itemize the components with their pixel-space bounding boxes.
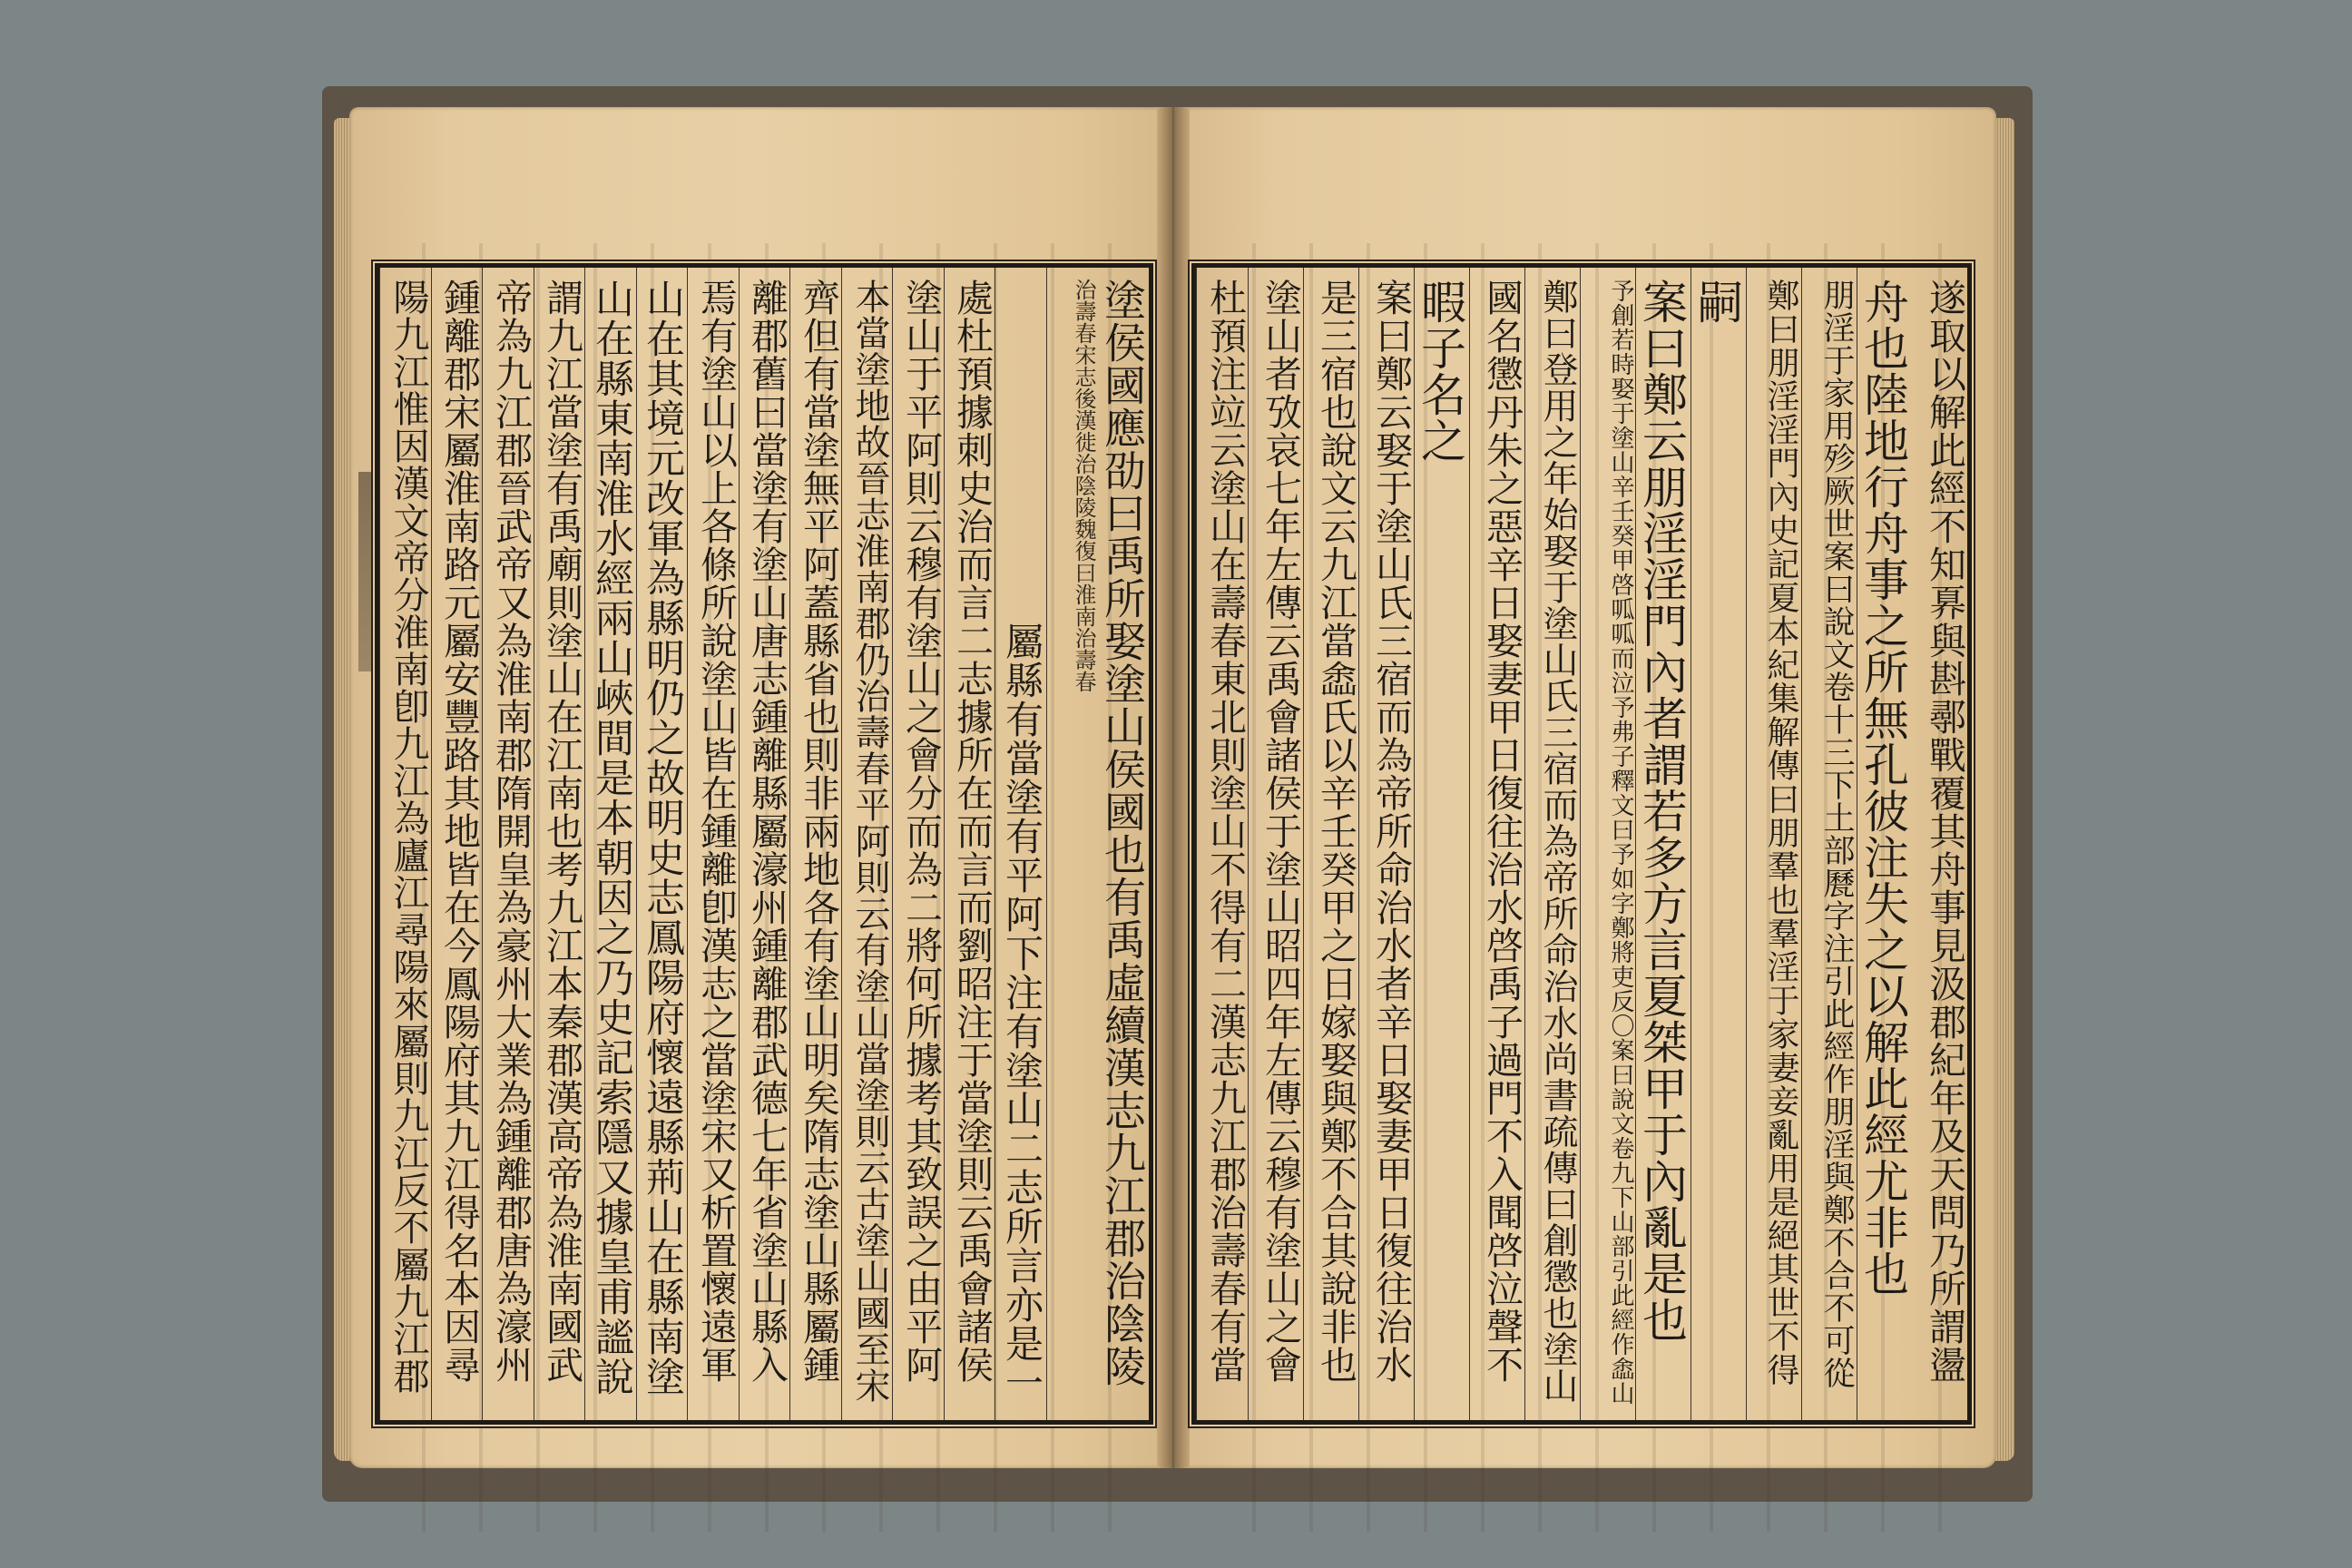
page-fold-label — [358, 472, 373, 671]
text-column — [1303, 268, 1358, 1420]
text-column — [1801, 268, 1857, 1420]
column-text: 鄭曰登用之年始娶于塗山氏三宿而為帝所命治水尚書疏傳曰創懲也塗山 — [1537, 279, 1578, 1404]
text-column — [1690, 268, 1746, 1420]
column-text: 是三宿也說文云九江當嵞氏以辛壬癸甲之日嫁娶與鄭不合其說非也 — [1314, 279, 1357, 1384]
column-text: 遂取以解此經不知奡與斟鄩戰覆其舟事見汲郡紀年及天問乃所謂盪 — [1923, 279, 1966, 1384]
column-text: 予創若時娶于塗山辛壬癸甲啓呱呱而泣予弗子釋文曰予如字鄭將吏反〇案曰說文卷九下山部引此經作嵞山 — [1607, 279, 1634, 1406]
column-text: 鄭曰朋淫淫門內史記夏本紀集解傳曰朋羣也羣淫于家妻妾亂用是絕其世不得 — [1762, 279, 1799, 1387]
column-text: 案曰鄭云朋淫淫門內者謂若多方言夏桀甲于內亂是也 — [1635, 279, 1688, 1343]
text-column — [687, 268, 739, 1420]
column-text: 暇子名之 — [1414, 279, 1466, 464]
text-column — [1196, 268, 1248, 1420]
text-column — [995, 268, 1046, 1420]
text-column — [1524, 268, 1580, 1420]
book-gutter — [1157, 107, 1190, 1468]
column-text: 舟也陸地行舟事之所無孔彼注失之以解此經尤非也 — [1857, 279, 1909, 1297]
column-text: 本當塗地故晉志淮南郡仍治壽春平阿則云有塗山當塗則云古塗山國至宋 — [849, 279, 890, 1404]
column-text: 焉有塗山以上各條所說塗山皆在鍾離卽漢志之當塗宋又析置懷遠軍 — [694, 279, 738, 1384]
column-text: 山在縣東南淮水經兩山峽間是本朝因之乃史記索隱又據皇甫謐說 — [589, 279, 634, 1396]
text-column — [1248, 268, 1303, 1420]
text-column — [1097, 268, 1149, 1420]
text-column — [1414, 268, 1469, 1420]
column-text: 處杜預據刺史治而言二志據所在而言而劉昭注于當塗則云禹會諸侯 — [950, 279, 994, 1384]
column-text: 嗣 — [1690, 279, 1743, 325]
column-text: 屬縣有當塗有平阿下注有塗山二志所言亦是一 — [1000, 622, 1044, 1402]
text-column — [1912, 268, 1967, 1420]
text-column — [584, 268, 636, 1420]
text-column — [739, 268, 789, 1420]
text-column — [944, 268, 995, 1420]
text-column — [1635, 268, 1690, 1420]
text-column — [482, 268, 534, 1420]
text-column — [1469, 268, 1524, 1420]
column-text: 案曰鄭云娶于塗山氏三宿而為帝所命治水者辛日娶妻甲日復往治水 — [1369, 279, 1413, 1384]
column-text: 塗山于平阿則云穆有塗山之會分而為二將何所據考其致誤之由平阿 — [899, 279, 943, 1384]
text-column — [841, 268, 892, 1420]
column-text: 齊但有當塗無平阿蓋縣省也則非兩地各有塗山明矣隋志塗山縣屬鍾 — [797, 279, 840, 1384]
text-column — [892, 268, 944, 1420]
text-column — [1358, 268, 1414, 1420]
column-text: 山在其境元改軍為縣明仍之故明史志鳳陽府懷遠縣荊山在縣南塗 — [640, 279, 685, 1396]
column-text: 塗侯國應劭曰禹所娶塗山侯國也有禹虛續漢志九江郡治陰陵 — [1098, 279, 1147, 1387]
text-column — [1046, 268, 1097, 1420]
column-text: 朋淫于家用殄厥世案曰說文卷十三下土部㽁字注引此經作朋淫與鄭不合不可從 — [1818, 279, 1855, 1389]
left-text-frame — [375, 263, 1153, 1425]
column-text: 塗山者攷哀七年左傳云禹會諸侯于塗山昭四年左傳云穆有塗山之會 — [1259, 279, 1302, 1384]
column-text: 陽九江惟因漢文帝分淮南卽九江為廬江尋陽來屬則九江反不屬九江郡 — [387, 279, 429, 1395]
text-column — [431, 268, 482, 1420]
text-column — [1857, 268, 1912, 1420]
column-text: 杜預注竝云塗山在壽春東北則塗山不得有二漢志九江郡治壽春有當 — [1203, 279, 1247, 1384]
text-column — [636, 268, 687, 1420]
text-column — [789, 268, 841, 1420]
text-column — [534, 268, 584, 1420]
text-column — [1746, 268, 1801, 1420]
column-text: 國名懲丹朱之惡辛日娶妻甲日復往治水啓禹子過門不入聞啓泣聲不 — [1480, 279, 1524, 1384]
text-column — [379, 268, 431, 1420]
column-text: 離郡舊曰當塗有塗山唐志鍾離縣屬濠州鍾離郡武德七年省塗山縣入 — [745, 279, 789, 1384]
column-note: 治壽春宋志後漢徙治陰陵魏復曰淮南治壽春 — [1071, 279, 1096, 692]
column-text: 鍾離郡宋屬淮南路元屬安豐路其地皆在今鳳陽府其九江得名本因尋 — [437, 279, 481, 1384]
column-text: 帝為九江郡晉武帝又為淮南郡隋開皇為豪州大業為鍾離郡唐為濠州 — [489, 279, 533, 1384]
right-text-frame — [1191, 263, 1972, 1425]
column-text: 謂九江當塗有禹廟則塗山在江南也考九江本秦郡漢高帝為淮南國武 — [540, 279, 583, 1384]
text-column — [1580, 268, 1635, 1420]
